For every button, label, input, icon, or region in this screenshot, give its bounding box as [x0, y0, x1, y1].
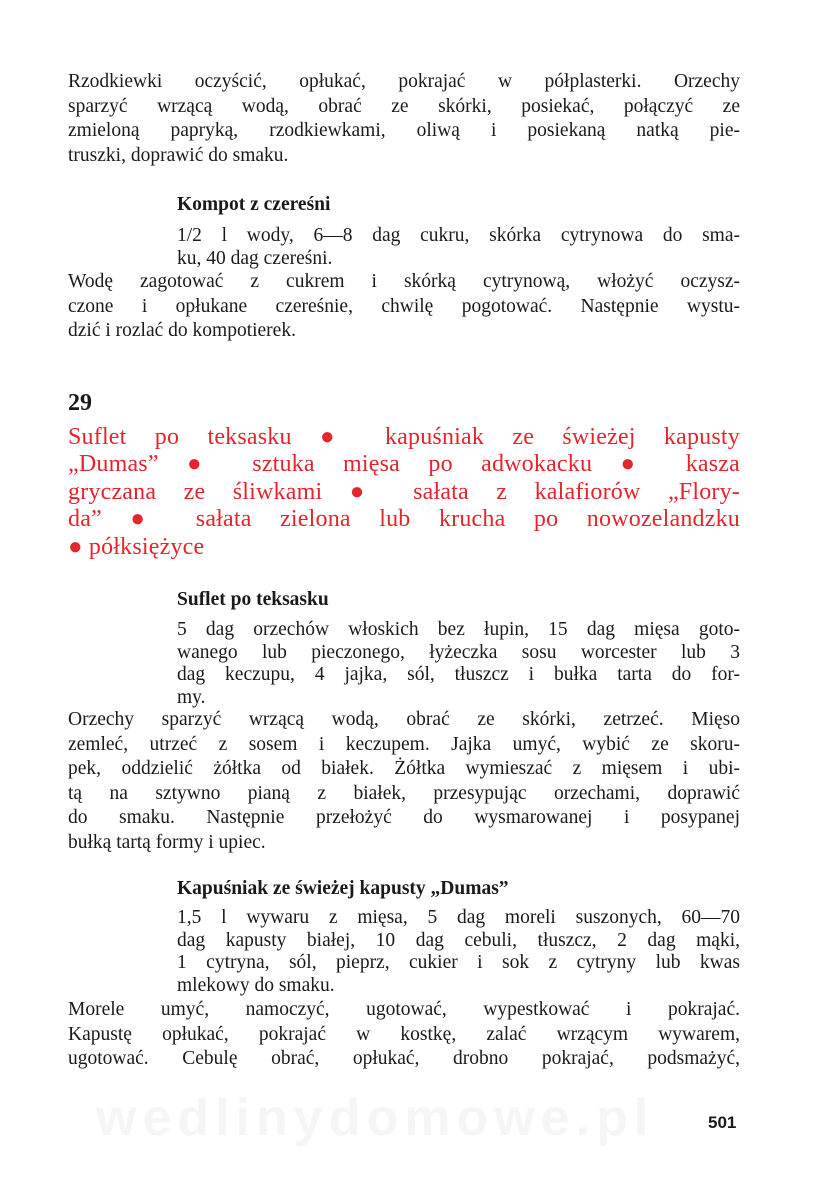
menu-line: „Dumas” ● sztuka mięsa po adwokacku ● kasza [68, 451, 740, 478]
text-line: ku, 40 dag czereśni. [177, 247, 333, 269]
text-line: sparzyć wrzącą wodą, obrać ze skórki, posiekać, połączyć ze [68, 95, 740, 117]
text-line: 1/2 l wody, 6—8 dag cukru, skórka cytrynowa do sma- [177, 225, 740, 246]
text-line: zemleć, utrzeć z sosem i keczupem. Jajka umyć, wybić ze skoru- [68, 733, 740, 755]
recipe-title-kompot: Kompot z czereśni [177, 194, 331, 215]
text-line: do smaku. Następnie przełożyć do wysmarowanej i posypanej [68, 807, 740, 829]
text-line: Kapustę opłukać, pokrajać w kostkę, zalać wrzącym wywarem, [68, 1023, 740, 1045]
watermark: wedlinydomowe.pl [96, 1089, 655, 1147]
text-line: tą na sztywno pianą z białek, przesypując orzechami, doprawić [68, 782, 740, 804]
text-line: 5 dag orzechów włoskich bez łupin, 15 dag mięsa goto- [177, 619, 740, 640]
recipe-title-suflet: Suflet po teksasku [177, 589, 329, 610]
text-line: wanego lub pieczonego, łyżeczka sosu worcester lub 3 [177, 641, 740, 663]
text-line: ugotować. Cebulę obrać, opłukać, drobno pokrajać, podsmażyć, [68, 1048, 740, 1070]
page-number: 501 [708, 1113, 737, 1132]
text-line: 1 cytryna, sól, pieprz, cukier i sok z cytryny lub kwas [177, 952, 740, 973]
menu-line: Suflet po teksasku ● kapuśniak ze świeżej kapusty [68, 424, 740, 450]
text-line: Morele umyć, namoczyć, ugotować, wypestkować i pokrajać. [68, 999, 740, 1020]
text-line: 1,5 l wywaru z mięsa, 5 dag moreli suszonych, 60—70 [177, 907, 740, 928]
text-line: Rzodkiewki oczyścić, opłukać, pokrajać w półplasterki. Orzechy [68, 71, 740, 92]
text-line: truszki, doprawić do smaku. [68, 144, 289, 166]
menu-line: gryczana ze śliwkami ● sałata z kalafiorów „Flory- [68, 478, 740, 505]
text-line: my. [177, 686, 206, 708]
text-line: czone i opłukane czereśnie, chwilę pogotować. Następnie wystu- [68, 295, 740, 317]
text-line: dag keczupu, 4 jajka, sól, tłuszcz i bułka tarta do for- [177, 664, 740, 685]
text-line: dag kapusty białej, 10 dag cebuli, tłuszcz, 2 dag mąki, [177, 929, 740, 951]
text-line: mlekowy do smaku. [177, 974, 335, 996]
menu-line: da” ● sałata zielona lub krucha po nowozelandzku [68, 506, 740, 533]
method-suflet [68, 708, 740, 856]
text-line: pek, oddzielić żółtka od białek. Żółtka wymieszać z mięsem i ubi- [68, 758, 740, 780]
method-kapusniak [68, 998, 740, 1072]
method-kompot [68, 270, 740, 344]
text-line: dzić i rozlać do kompotierek. [68, 320, 296, 342]
menu-line: ● półksiężyce [68, 533, 205, 560]
text-line: Orzechy sparzyć wrzącą wodą, obrać ze skórki, zetrzeć. Mięso [68, 709, 740, 730]
intro-paragraph [68, 70, 740, 168]
day-menu [68, 424, 740, 561]
ingredients-kapusniak [177, 907, 740, 997]
text-line: bułką tartą formy i upiec. [68, 831, 266, 853]
day-number: 29 [68, 390, 92, 416]
recipe-title-kapusniak: Kapuśniak ze świeżej kapusty „Dumas” [177, 878, 509, 899]
text-line: zmieloną papryką, rzodkiewkami, oliwą i posiekaną natką pie- [68, 120, 740, 142]
text-line: Wodę zagotować z cukrem i skórką cytrynową, włożyć oczysz- [68, 271, 740, 292]
ingredients-kompot [177, 225, 740, 270]
ingredients-suflet [177, 619, 740, 709]
